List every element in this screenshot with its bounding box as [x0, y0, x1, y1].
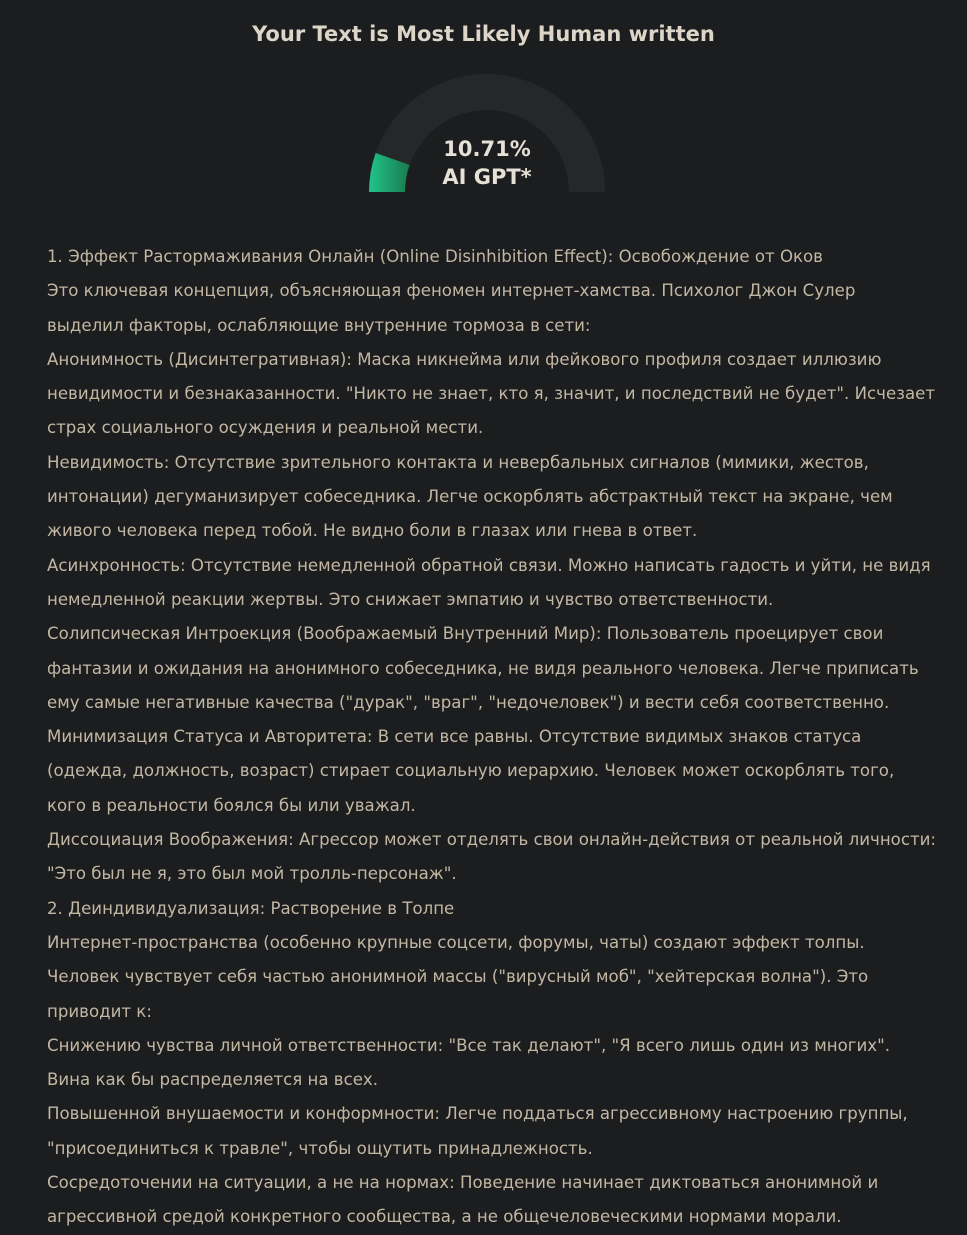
result-title: Your Text is Most Likely Human written — [252, 22, 715, 46]
ai-score-gauge — [362, 70, 612, 196]
text-paragraph: Солипсическая Интроекция (Воображаемый Внутренний Мир): Пользователь проецирует свои фантазии и ожидания на анонимного собеседника, не видя реального человека. Легче приписать ему самые негативные качества ("дурак", "враг", "недочеловек") и вести себя соответственно. — [47, 624, 919, 712]
text-paragraph: Минимизация Статуса и Авторитета: В сети все равны. Отсутствие видимых знаков статуса (одежда, должность, возраст) стирает социальную иерархию. Человек может оскорблять того, кого в реальности боялся бы или уважал. — [47, 727, 895, 815]
text-paragraph: Анонимность (Дисинтегративная): Маска никнейма или фейкового профиля создает иллюзию невидимости и безнаказанности. "Никто не знает, кто я, значит, и последствий не будет". Исчезает страх социального осуждения и реальной мести. — [47, 349, 936, 438]
text-paragraph: 1. Эффект Растормаживания Онлайн (Online Disinhibition Effect): Освобождение от Оков — [47, 247, 823, 266]
text-paragraph: Невидимость: Отсутствие зрительного контакта и невербальных сигналов (мимики, жестов, интонации) дегуманизирует собеседника. Легче оскорблять абстрактный текст на экране, чем живого человека перед тобой. Не видно боли в глазах или гнева в ответ. — [47, 452, 893, 541]
ai-percent: 10.71% — [443, 137, 531, 161]
text-paragraph: 2. Деиндивидуализация: Растворение в Толпе — [47, 898, 455, 918]
text-paragraph: Асинхронность: Отсутствие немедленной обратной связи. Можно написать гадость и уйти, не видя немедленной реакции жертвы. Это снижает эмпатию и чувство ответственности. — [47, 555, 931, 609]
text-paragraph: Снижению чувства личной ответственности: "Все так делают", "Я всего лишь один из многих". Вина как бы распределяется на всех. — [47, 1035, 890, 1090]
analyzed-text — [47, 240, 937, 1235]
text-paragraph: Сосредоточении на ситуации, а не на нормах: Поведение начинает диктоваться анонимной и агрессивной средой конкретного сообщества, а не общечеловеческими нормами морали. — [47, 1173, 879, 1227]
text-paragraph: Интернет-пространства (особенно крупные соцсети, форумы, чаты) создают эффект толпы. Человек чувствует себя частью анонимной массы ("вирусный моб", "хейтерская волна"). Это приводит к: — [47, 932, 869, 1021]
text-paragraph: Это ключевая концепция, объясняющая феномен интернет-хамства. Психолог Джон Сулер выделил факторы, ослабляющие внутренние тормоза в сети: — [47, 281, 856, 335]
text-paragraph: Повышенной внушаемости и конформности: Легче поддаться агрессивному настроению группы, "присоединиться к травле", чтобы ощутить принадлежность. — [47, 1104, 908, 1158]
ai-caption: AI GPT* — [442, 165, 532, 189]
text-paragraph: Диссоциация Воображения: Агрессор может отделять свои онлайн-действия от реальной личности: "Это был не я, это был мой тролль-персонаж". — [47, 830, 936, 884]
